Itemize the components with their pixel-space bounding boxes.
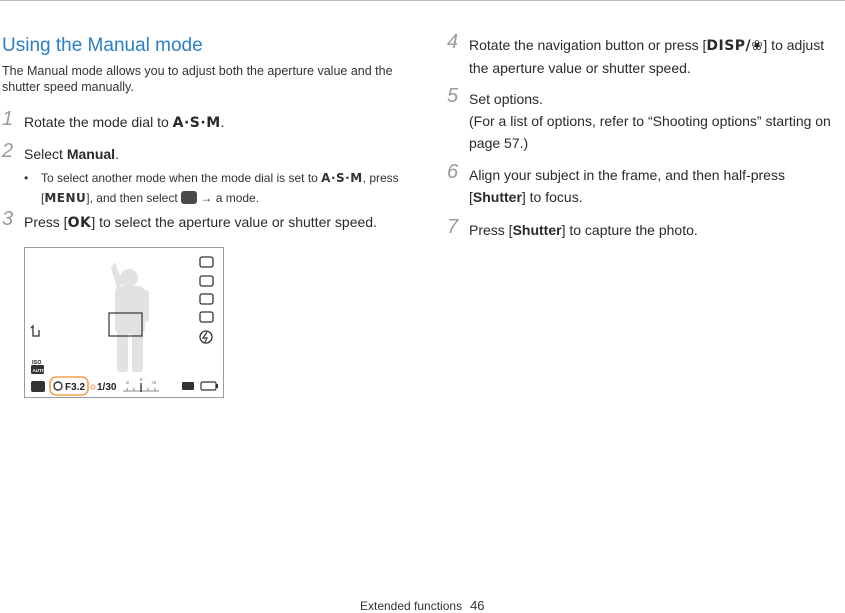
step-5-number: 5 (447, 85, 459, 107)
step-2-number: 2 (2, 140, 14, 162)
step-6-number: 6 (447, 161, 459, 183)
step-6 (447, 161, 842, 208)
step-3-end: ] to select the aperture value or shutter speed. (91, 214, 377, 230)
camera-screen-graphic (25, 248, 223, 397)
camera-screen (24, 247, 224, 398)
note-bullet: • (24, 171, 29, 185)
camera-mode-icon (31, 381, 45, 392)
step-1-number: 1 (2, 108, 14, 130)
ois-icon (31, 326, 39, 336)
asm-mode-icon: A·S·M (172, 115, 221, 131)
scene-mode-icon (181, 191, 197, 204)
step-4-text-b: ] to adjust the aperture value or shutter speed. (469, 37, 825, 76)
ev-plus: +2 (151, 380, 157, 385)
section-intro: The Manual mode allows you to adjust both the aperture value and the shutter speed manually. (2, 64, 393, 94)
step-6-shutter: Shutter (472, 189, 522, 205)
step-6-text-b: ] to focus. (521, 189, 583, 205)
ev-minus: -2 (125, 380, 130, 385)
top-rule (0, 0, 845, 1)
note-text-b: , press [ (41, 171, 399, 205)
step-7 (447, 216, 842, 241)
step-6-text-a: Align your subject in the frame, and then half-press [ (469, 167, 785, 205)
step-4 (447, 31, 842, 79)
menu-button-icon: MENU (44, 191, 87, 205)
step-4-text-a: Rotate the navigation button or press [ (469, 37, 707, 53)
nav-dial-icon (54, 382, 62, 390)
step-1-text: Rotate the mode dial to (24, 114, 169, 130)
drive-icon (200, 312, 213, 322)
ok-button-icon: OK (67, 215, 92, 231)
ev-zero: 0 (140, 377, 143, 382)
iso-value: AUTO (32, 368, 46, 373)
step-1-end: . (220, 114, 225, 130)
step-2-end: . (115, 146, 119, 162)
step-5-line2: (For a list of options, refer to “Shooting options” starting on page 57.) (469, 113, 831, 151)
note-text-d: → a mode. (200, 191, 260, 205)
metering-icon (200, 294, 213, 304)
section-title: Using the Manual mode (2, 35, 203, 56)
step-2-text: Select (24, 146, 63, 162)
step-3-number: 3 (2, 208, 14, 230)
step-4-number: 4 (447, 31, 459, 53)
size-icon (200, 257, 213, 267)
step-2-manual: Manual (66, 146, 116, 162)
step-2-note (24, 168, 404, 208)
aperture-value: F3.2 (65, 382, 86, 393)
step-7-text-a: Press [ (469, 222, 513, 238)
step-7-number: 7 (447, 216, 459, 238)
shutter-dot (91, 385, 95, 389)
step-3 (2, 208, 402, 234)
step-5-line1: Set options. (469, 91, 543, 107)
step-2 (2, 140, 402, 165)
left-indicators (31, 326, 45, 392)
quality-icon (200, 276, 213, 286)
asm-mode-icon-small: A·S·M (321, 171, 363, 185)
memory-card-icon (182, 382, 194, 390)
note-text-c: ], and then select (86, 191, 178, 205)
iso-label: ISO (32, 360, 42, 366)
step-7-text-b: ] to capture the photo. (561, 222, 698, 238)
battery-icon (201, 382, 216, 390)
right-indicators (200, 257, 213, 343)
page-number: 46 (470, 598, 485, 613)
step-5 (447, 85, 842, 154)
step-7-shutter: Shutter (512, 222, 562, 238)
disp-macro-icon: DISP/❀ (706, 38, 764, 54)
footer-label: Extended functions (360, 599, 463, 613)
person-silhouette (111, 262, 149, 372)
step-3-text: Press [ (24, 214, 68, 230)
shutter-value: 1/30 (97, 382, 117, 393)
note-text-a: To select another mode when the mode dial is set to (41, 171, 318, 185)
step-1 (2, 108, 402, 134)
